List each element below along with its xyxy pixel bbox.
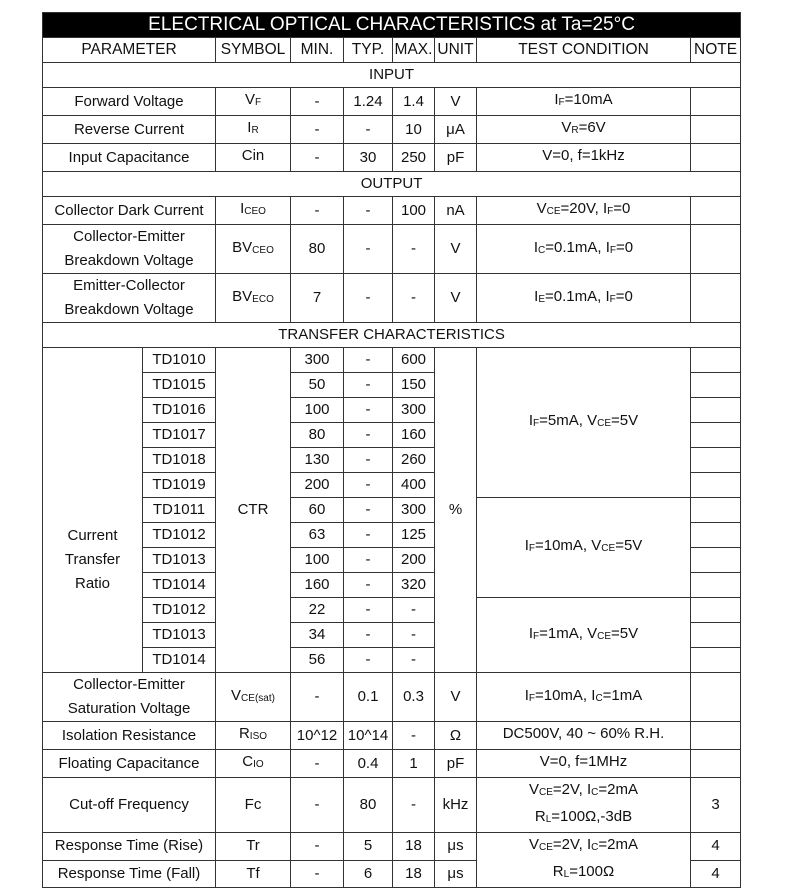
- min-value: 130: [291, 448, 344, 473]
- symbol-subscript: R: [251, 125, 259, 136]
- condition-text: R: [534, 808, 546, 825]
- typ-value: -: [344, 648, 393, 673]
- typ-value: -: [344, 498, 393, 523]
- part-number: TD1013: [143, 548, 216, 573]
- section-transfer-row: [43, 323, 741, 348]
- row-bvceo: [43, 225, 741, 274]
- col-header-note: NOTE: [691, 38, 741, 63]
- note-value: [691, 648, 741, 673]
- condition-text: I: [586, 836, 592, 853]
- typ-value: -: [344, 348, 393, 373]
- col-header-parameter: PARAMETER: [43, 38, 216, 63]
- row-input-capacitance: [43, 144, 741, 172]
- condition-text: I: [605, 238, 610, 256]
- part-number: TD1013: [143, 623, 216, 648]
- ctr-parameter-name: [43, 348, 143, 673]
- max-value: -: [393, 623, 435, 648]
- symbol-main: V: [244, 91, 255, 108]
- part-number: TD1016: [143, 398, 216, 423]
- symbol-subscript: CEO: [244, 206, 266, 217]
- condition-text: V: [528, 781, 539, 798]
- unit-value: kHz: [435, 778, 477, 833]
- min-value: 63: [291, 523, 344, 548]
- condition-text: I: [586, 781, 592, 798]
- test-condition: [477, 778, 691, 833]
- condition-subscript: E: [538, 293, 545, 305]
- condition-subscript: F: [558, 97, 565, 108]
- unit-value: μs: [435, 860, 477, 888]
- condition-subscript: CE: [539, 787, 553, 798]
- condition-text: DC500V, 40 ~ 60% R.H.: [502, 725, 665, 742]
- parameter-name: Collector Dark Current: [43, 197, 216, 225]
- condition-text: =100Ω,-3dB: [551, 808, 633, 825]
- max-value: -: [393, 778, 435, 833]
- max-value: 150: [393, 373, 435, 398]
- ctr-symbol: CTR: [216, 348, 291, 673]
- part-number: TD1019: [143, 473, 216, 498]
- condition-text: I: [602, 200, 608, 217]
- part-number: TD1015: [143, 373, 216, 398]
- condition-text: V: [591, 537, 602, 554]
- typ-value: -: [344, 473, 393, 498]
- unit-value: nA: [435, 197, 477, 225]
- note-value: 4: [691, 833, 741, 861]
- typ-value: -: [344, 116, 393, 144]
- condition-text: =5V: [611, 412, 639, 429]
- response-test-condition: [477, 833, 691, 888]
- symbol-cell: [216, 274, 291, 323]
- typ-value: 80: [344, 778, 393, 833]
- typ-value: -: [344, 274, 393, 323]
- note-value: [691, 197, 741, 225]
- part-number: TD1011: [143, 498, 216, 523]
- condition-text: I: [528, 624, 534, 642]
- condition-text: =1mA,: [539, 624, 588, 642]
- max-value: 0.3: [393, 673, 435, 722]
- unit-value: V: [435, 274, 477, 323]
- typ-value: -: [344, 373, 393, 398]
- max-value: 300: [393, 398, 435, 423]
- condition-subscript: CE: [539, 842, 553, 853]
- typ-value: -: [344, 398, 393, 423]
- condition-subscript: CE: [601, 543, 616, 554]
- condition-text: V=0, f=1MHz: [539, 753, 628, 770]
- condition-text: V: [561, 119, 572, 136]
- row-collector-dark-current: [43, 197, 741, 225]
- max-value: 10: [393, 116, 435, 144]
- condition-subscript: F: [528, 692, 535, 704]
- condition-text: I: [528, 412, 534, 429]
- min-value: 34: [291, 623, 344, 648]
- symbol-subscript: F: [254, 97, 262, 108]
- col-header-min: MIN.: [291, 38, 344, 63]
- parameter-name: [43, 274, 216, 323]
- col-header-max: MAX.: [393, 38, 435, 63]
- min-value: -: [291, 673, 344, 722]
- max-value: -: [393, 598, 435, 623]
- condition-text: V=0, f=1kHz: [542, 147, 625, 164]
- min-value: -: [291, 860, 344, 888]
- typ-value: -: [344, 197, 393, 225]
- test-condition: [477, 116, 691, 144]
- typ-value: -: [344, 225, 393, 274]
- note-value: [691, 116, 741, 144]
- row-floating-capacitance: [43, 750, 741, 778]
- parameter-name: Floating Capacitance: [43, 750, 216, 778]
- part-number: TD1012: [143, 598, 216, 623]
- unit-value: pF: [435, 750, 477, 778]
- max-value: 400: [393, 473, 435, 498]
- symbol-cell: Tr: [216, 833, 291, 861]
- note-value: [691, 88, 741, 116]
- typ-value: 10^14: [344, 722, 393, 750]
- condition-text: =5V: [615, 537, 643, 554]
- condition-text: I: [605, 287, 610, 305]
- max-value: -: [393, 274, 435, 323]
- ctr-row: [43, 498, 741, 523]
- typ-value: -: [344, 548, 393, 573]
- symbol-main: I: [247, 119, 252, 136]
- symbol-main: Cin: [241, 147, 265, 164]
- typ-value: -: [344, 573, 393, 598]
- min-value: -: [291, 833, 344, 861]
- condition-text: I: [524, 537, 529, 554]
- symbol-main: V: [231, 686, 242, 704]
- condition-text: =2V,: [552, 781, 587, 798]
- note-value: [691, 473, 741, 498]
- condition-subscript: L: [545, 814, 552, 825]
- symbol-subscript: ISO: [249, 731, 268, 742]
- typ-value: 5: [344, 833, 393, 861]
- condition-text: =2mA: [598, 836, 638, 853]
- test-condition: [477, 722, 691, 750]
- condition-text: =10mA: [564, 91, 613, 108]
- max-value: 100: [393, 197, 435, 225]
- symbol-cell: Fc: [216, 778, 291, 833]
- condition-text: I: [534, 287, 539, 305]
- min-value: -: [291, 116, 344, 144]
- condition-text: =100Ω: [569, 863, 615, 880]
- test-condition: [477, 88, 691, 116]
- unit-value: μA: [435, 116, 477, 144]
- condition-subscript: R: [571, 125, 579, 136]
- condition-text: =5V: [611, 624, 639, 642]
- column-header-row: [43, 38, 741, 63]
- condition-subscript: CE: [546, 206, 561, 217]
- condition-text: =10mA,: [534, 537, 592, 554]
- condition-text: I: [533, 238, 539, 256]
- symbol-cell: [216, 197, 291, 225]
- parameter-line: Ratio: [74, 575, 111, 592]
- note-value: [691, 448, 741, 473]
- symbol-subscript: CEO: [252, 244, 274, 256]
- part-number: TD1014: [143, 573, 216, 598]
- condition-text: =10mA,: [534, 686, 592, 704]
- unit-value: V: [435, 88, 477, 116]
- min-value: 80: [291, 423, 344, 448]
- note-value: [691, 144, 741, 172]
- condition-subscript: F: [533, 630, 540, 642]
- row-bveco: [43, 274, 741, 323]
- condition-subscript: CE: [597, 630, 612, 642]
- typ-value: -: [344, 423, 393, 448]
- condition-subscript: C: [591, 842, 599, 853]
- row-response-time-rise: [43, 833, 741, 861]
- parameter-name: [43, 673, 216, 722]
- condition-text: V: [528, 836, 539, 853]
- max-value: 18: [393, 833, 435, 861]
- max-value: 600: [393, 348, 435, 373]
- typ-value: 6: [344, 860, 393, 888]
- condition-text: =20V,: [560, 200, 603, 217]
- condition-subscript: C: [538, 244, 546, 256]
- note-value: 4: [691, 860, 741, 888]
- electrical-optical-characteristics-table: [42, 12, 741, 888]
- parameter-line: Collector-Emitter: [73, 228, 185, 245]
- parameter-line: Emitter-Collector: [73, 277, 185, 294]
- symbol-subscript: ECO: [252, 293, 274, 305]
- note-value: [691, 598, 741, 623]
- parameter-line: Current: [67, 527, 118, 544]
- note-value: [691, 573, 741, 598]
- min-value: 200: [291, 473, 344, 498]
- max-value: 300: [393, 498, 435, 523]
- col-header-unit: UNIT: [435, 38, 477, 63]
- condition-text: =0: [613, 200, 631, 217]
- ctr-row: [43, 598, 741, 623]
- parameter-name: Isolation Resistance: [43, 722, 216, 750]
- note-value: [691, 673, 741, 722]
- typ-value: 30: [344, 144, 393, 172]
- symbol-cell: [216, 116, 291, 144]
- parameter-name: Forward Voltage: [43, 88, 216, 116]
- symbol-cell: [216, 88, 291, 116]
- test-condition: [477, 144, 691, 172]
- condition-text: =5mA,: [539, 412, 588, 429]
- symbol-cell: Tf: [216, 860, 291, 888]
- test-condition: [477, 197, 691, 225]
- ctr-unit: %: [435, 348, 477, 673]
- symbol-main: R: [238, 725, 250, 742]
- condition-line: [477, 778, 690, 805]
- symbol-main: BV: [232, 238, 253, 256]
- min-value: 160: [291, 573, 344, 598]
- min-value: 10^12: [291, 722, 344, 750]
- note-value: [691, 373, 741, 398]
- note-value: [691, 548, 741, 573]
- note-value: [691, 750, 741, 778]
- min-value: 100: [291, 548, 344, 573]
- min-value: -: [291, 197, 344, 225]
- condition-text: R: [552, 863, 564, 880]
- typ-value: -: [344, 448, 393, 473]
- unit-value: V: [435, 673, 477, 722]
- condition-text: =0.1mA,: [545, 238, 606, 256]
- symbol-main: BV: [232, 287, 253, 305]
- condition-line: [477, 805, 690, 832]
- symbol-cell: [216, 673, 291, 722]
- condition-text: =2mA: [598, 781, 638, 798]
- min-value: 100: [291, 398, 344, 423]
- test-condition: [477, 274, 691, 323]
- row-forward-voltage: [43, 88, 741, 116]
- symbol-cell: [216, 750, 291, 778]
- condition-subscript: F: [533, 418, 540, 429]
- typ-value: 0.1: [344, 673, 393, 722]
- condition-text: V: [587, 412, 598, 429]
- min-value: 7: [291, 274, 344, 323]
- condition-text: I: [554, 91, 559, 108]
- ctr-test-condition: [477, 348, 691, 498]
- condition-subscript: F: [528, 543, 535, 554]
- condition-text: =6V: [578, 119, 606, 136]
- condition-text: =0: [615, 287, 633, 305]
- parameter-name: [43, 225, 216, 274]
- min-value: 56: [291, 648, 344, 673]
- col-header-symbol: SYMBOL: [216, 38, 291, 63]
- note-value: [691, 623, 741, 648]
- parameter-line: Breakdown Voltage: [64, 301, 194, 318]
- condition-subscript: C: [591, 787, 599, 798]
- parameter-name: Input Capacitance: [43, 144, 216, 172]
- part-number: TD1012: [143, 523, 216, 548]
- col-header-typ: TYP.: [344, 38, 393, 63]
- part-number: TD1014: [143, 648, 216, 673]
- max-value: -: [393, 225, 435, 274]
- note-value: [691, 498, 741, 523]
- condition-subscript: C: [595, 692, 603, 704]
- ctr-test-condition: [477, 598, 691, 673]
- min-value: 50: [291, 373, 344, 398]
- note-value: [691, 523, 741, 548]
- parameter-name: Response Time (Fall): [43, 860, 216, 888]
- max-value: 160: [393, 423, 435, 448]
- condition-text: =1mA: [602, 686, 643, 704]
- note-value: 3: [691, 778, 741, 833]
- min-value: 22: [291, 598, 344, 623]
- parameter-name: Cut-off Frequency: [43, 778, 216, 833]
- note-value: [691, 423, 741, 448]
- condition-text: V: [536, 200, 547, 217]
- col-header-test-condition: TEST CONDITION: [477, 38, 691, 63]
- condition-subscript: F: [609, 244, 617, 256]
- unit-value: V: [435, 225, 477, 274]
- section-input-row: [43, 63, 741, 88]
- parameter-line: Saturation Voltage: [67, 700, 191, 717]
- note-value: [691, 274, 741, 323]
- condition-subscript: F: [609, 293, 616, 305]
- min-value: 60: [291, 498, 344, 523]
- note-value: [691, 398, 741, 423]
- unit-value: μs: [435, 833, 477, 861]
- parameter-name: Response Time (Rise): [43, 833, 216, 861]
- section-output-heading: OUTPUT: [43, 172, 741, 197]
- parameter-line: Transfer: [64, 551, 121, 568]
- condition-text: I: [524, 686, 529, 704]
- max-value: 18: [393, 860, 435, 888]
- symbol-cell: [216, 225, 291, 274]
- row-reverse-current: [43, 116, 741, 144]
- max-value: 1.4: [393, 88, 435, 116]
- part-number: TD1018: [143, 448, 216, 473]
- section-input-heading: INPUT: [43, 63, 741, 88]
- min-value: -: [291, 88, 344, 116]
- symbol-subscript: IO: [253, 759, 264, 770]
- condition-subscript: F: [607, 206, 614, 217]
- symbol-main: C: [242, 753, 254, 770]
- test-condition: [477, 673, 691, 722]
- max-value: 250: [393, 144, 435, 172]
- row-cutoff-frequency: [43, 778, 741, 833]
- condition-subscript: CE: [597, 418, 612, 429]
- min-value: -: [291, 750, 344, 778]
- test-condition: [477, 225, 691, 274]
- row-vce-sat: [43, 673, 741, 722]
- ctr-test-condition: [477, 498, 691, 598]
- typ-value: 1.24: [344, 88, 393, 116]
- condition-text: I: [591, 686, 596, 704]
- max-value: -: [393, 722, 435, 750]
- note-value: [691, 722, 741, 750]
- condition-text: V: [587, 624, 598, 642]
- row-isolation-resistance: [43, 722, 741, 750]
- parameter-name: Reverse Current: [43, 116, 216, 144]
- min-value: -: [291, 778, 344, 833]
- max-value: 1: [393, 750, 435, 778]
- max-value: 260: [393, 448, 435, 473]
- min-value: 80: [291, 225, 344, 274]
- unit-value: Ω: [435, 722, 477, 750]
- table-title: ELECTRICAL OPTICAL CHARACTERISTICS at Ta=25°C: [43, 13, 741, 38]
- part-number: TD1017: [143, 423, 216, 448]
- symbol-subscript: CE(sat): [241, 692, 275, 704]
- min-value: 300: [291, 348, 344, 373]
- condition-text: =0.1mA,: [545, 287, 606, 305]
- condition-text: =0: [616, 238, 634, 256]
- symbol-main: I: [240, 200, 245, 217]
- condition-line: [477, 833, 690, 860]
- section-transfer-heading: TRANSFER CHARACTERISTICS: [43, 323, 741, 348]
- unit-value: pF: [435, 144, 477, 172]
- part-number: TD1010: [143, 348, 216, 373]
- condition-text: =2V,: [552, 836, 587, 853]
- ctr-row: [43, 348, 741, 373]
- typ-value: 0.4: [344, 750, 393, 778]
- max-value: -: [393, 648, 435, 673]
- condition-subscript: L: [563, 869, 570, 880]
- typ-value: -: [344, 623, 393, 648]
- parameter-line: Breakdown Voltage: [64, 252, 194, 269]
- min-value: -: [291, 144, 344, 172]
- max-value: 320: [393, 573, 435, 598]
- symbol-cell: [216, 144, 291, 172]
- section-output-row: [43, 172, 741, 197]
- note-value: [691, 348, 741, 373]
- typ-value: -: [344, 523, 393, 548]
- max-value: 125: [393, 523, 435, 548]
- symbol-cell: [216, 722, 291, 750]
- parameter-line: Collector-Emitter: [73, 676, 185, 693]
- condition-line: [477, 860, 690, 887]
- max-value: 200: [393, 548, 435, 573]
- note-value: [691, 225, 741, 274]
- test-condition: [477, 750, 691, 778]
- typ-value: -: [344, 598, 393, 623]
